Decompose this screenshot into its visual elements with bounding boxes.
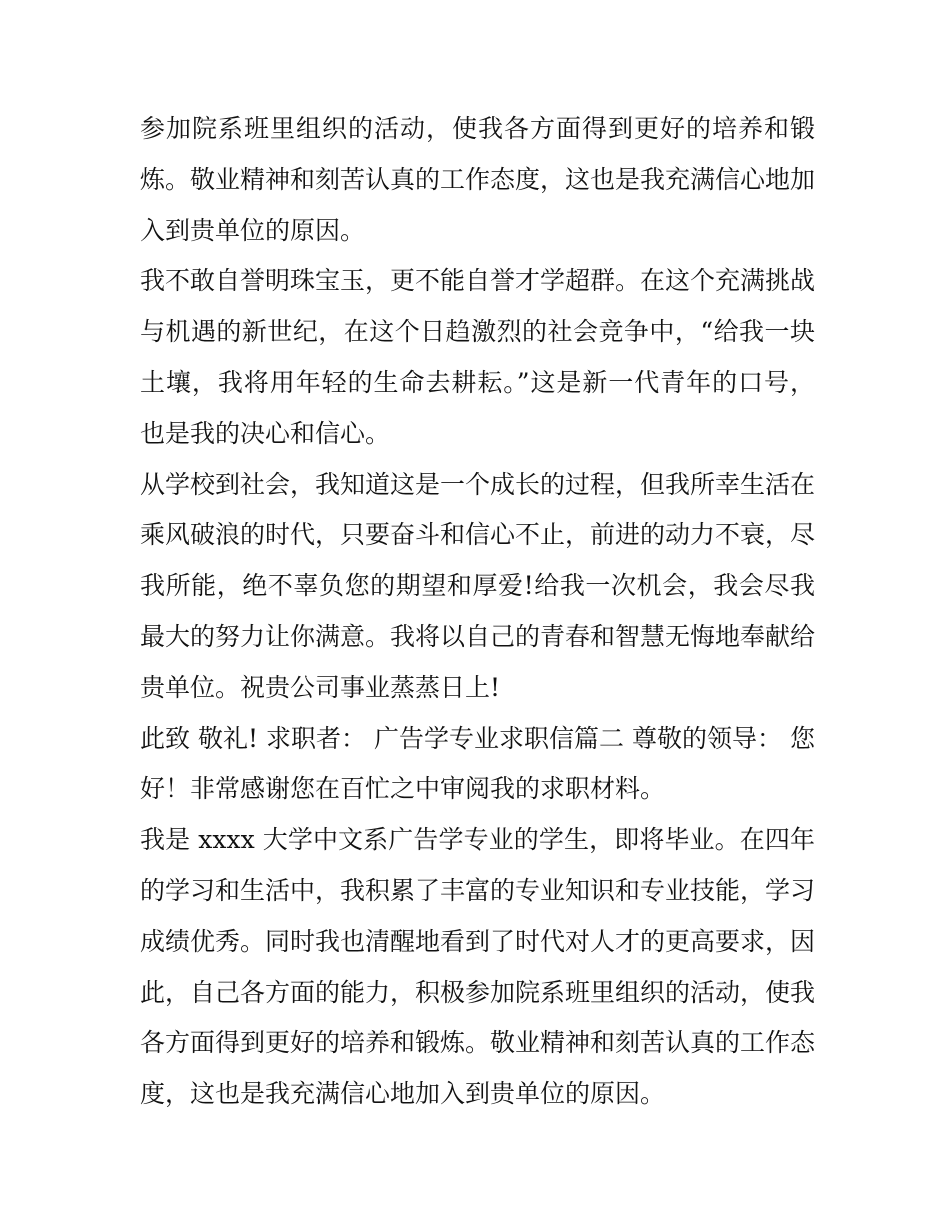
text-line: 入到贵单位的原因。 (140, 215, 366, 245)
paragraph-1 (140, 104, 815, 256)
text-line: 度，这也是我充满信心地加入到贵单位的原因。 (140, 1079, 666, 1109)
text-line: 与机遇的新世纪，在这个日趋激烈的社会竞争中，“给我一块 (140, 317, 815, 347)
text-line: 我是 xxxx 大学中文系广告学专业的学生，即将毕业。在四年 (140, 825, 815, 855)
text-line: 乘风破浪的时代，只要奋斗和信心不止，前进的动力不衰，尽 (140, 520, 816, 550)
paragraph-5 (140, 815, 815, 1120)
paragraph-4 (140, 714, 815, 816)
text-line: 各方面得到更好的培养和锻炼。敬业精神和刻苦认真的工作态 (140, 1028, 816, 1058)
text-line: 此致 敬礼! 求职者： 广告学专业求职信篇二 尊敬的领导： 您 (140, 723, 815, 753)
text-line: 好！非常感谢您在百忙之中审阅我的求职材料。 (140, 774, 666, 804)
text-line: 最大的努力让你满意。我将以自己的青春和智慧无悔地奉献给 (140, 621, 816, 651)
text-line: 土壤，我将用年轻的生命去耕耘。”这是新一代青年的口号， (140, 367, 815, 397)
paragraph-3 (140, 460, 815, 714)
text-line: 也是我的决心和信心。 (140, 418, 391, 448)
text-line: 此，自己各方面的能力，积极参加院系班里组织的活动，使我 (140, 977, 816, 1007)
text-line: 从学校到社会，我知道这是一个成长的过程，但我所幸生活在 (140, 469, 816, 499)
text-line: 的学习和生活中，我积累了丰富的专业知识和专业技能，学习 (140, 875, 816, 905)
text-line: 炼。敬业精神和刻苦认真的工作态度，这也是我充满信心地加 (140, 164, 816, 194)
text-line: 我不敢自誉明珠宝玉，更不能自誉才学超群。在这个充满挑战 (140, 266, 816, 296)
text-line: 我所能，绝不辜负您的期望和厚爱!给我一次机会，我会尽我 (140, 571, 815, 601)
text-line: 参加院系班里组织的活动，使我各方面得到更好的培养和锻 (140, 114, 815, 143)
document-body (140, 104, 815, 1120)
paragraph-2 (140, 256, 815, 459)
text-line: 成绩优秀。同时我也清醒地看到了时代对人才的更高要求，因 (140, 926, 816, 956)
text-line: 贵单位。祝贵公司事业蒸蒸日上! (140, 672, 501, 702)
